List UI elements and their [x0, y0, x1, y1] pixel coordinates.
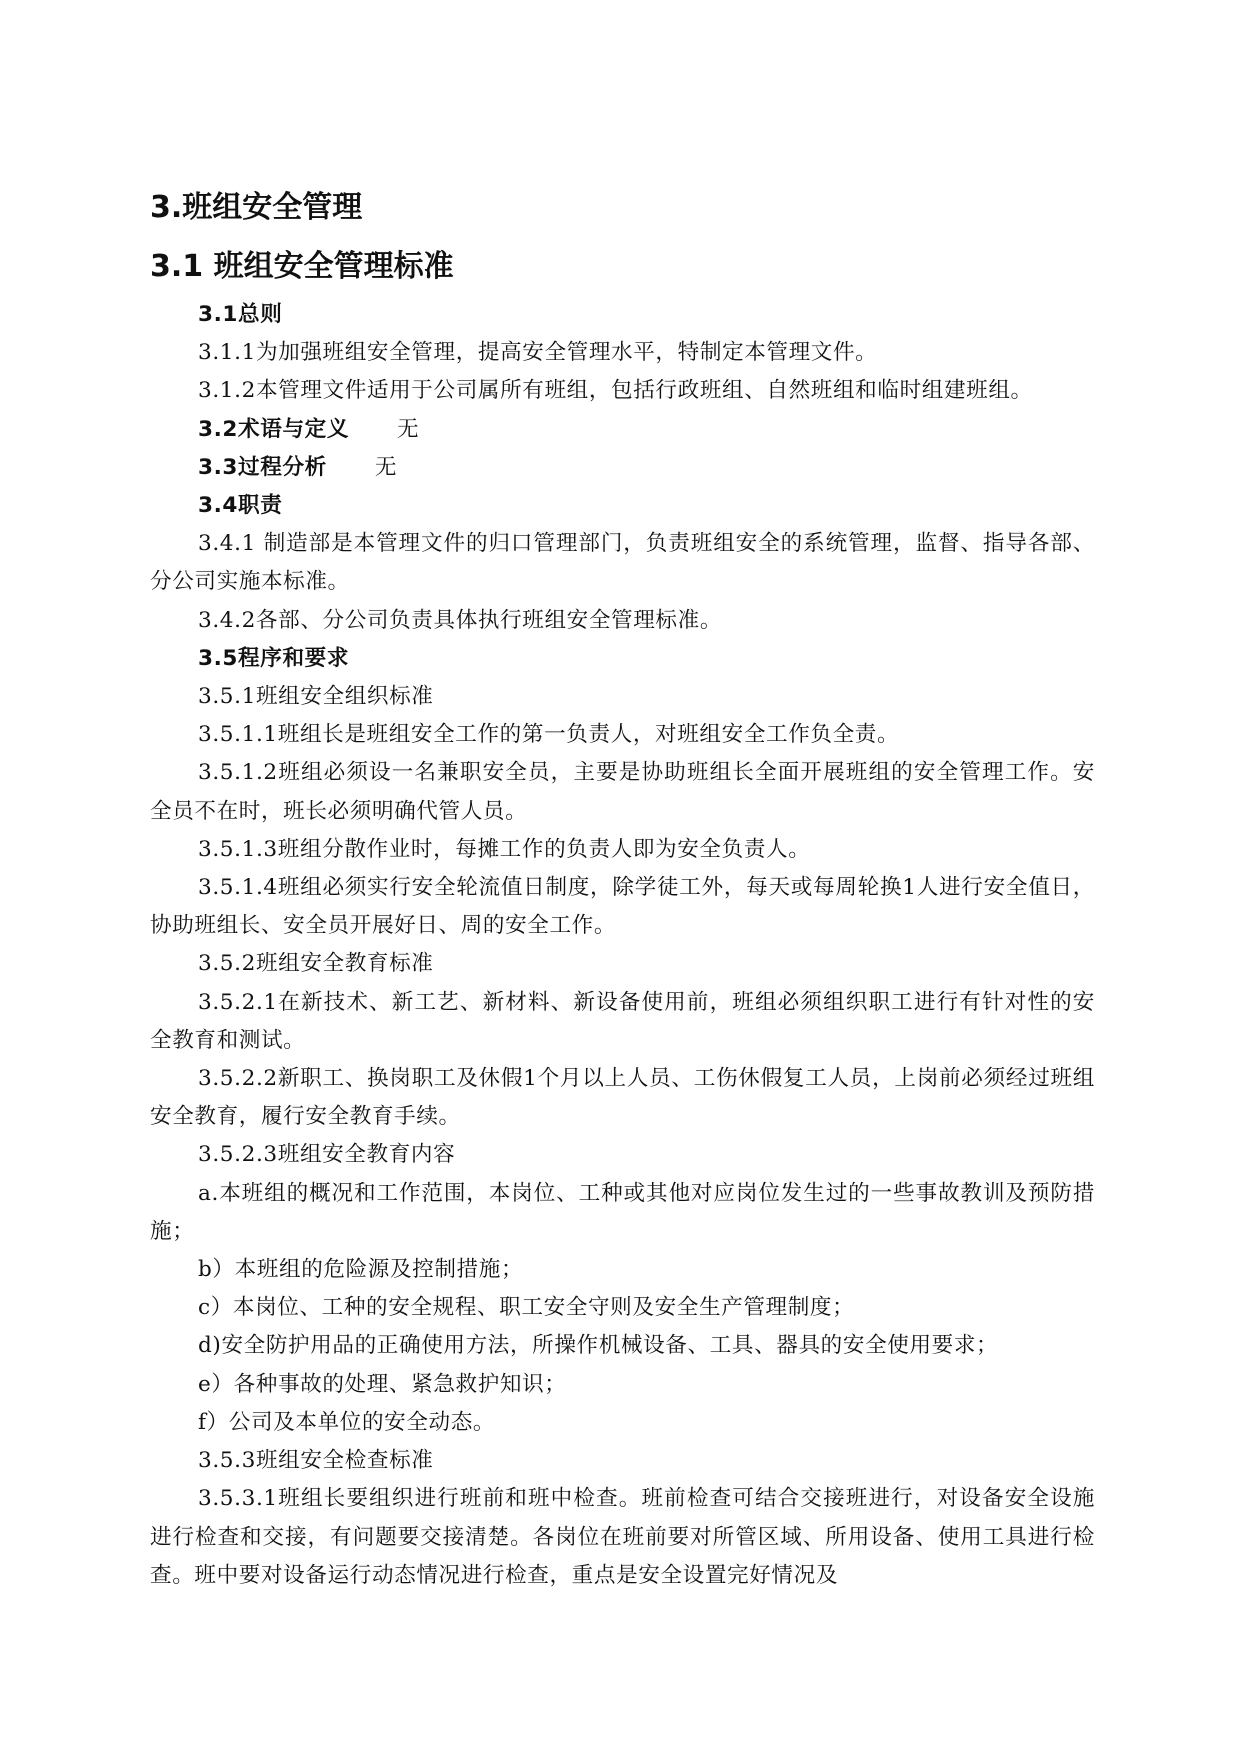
paragraph: 3.1.1为加强班组安全管理，提高安全管理水平，特制定本管理文件。: [198, 340, 878, 366]
list-item: f）公司及本单位的安全动态。: [198, 1409, 496, 1435]
subsection-heading-procedure: 3.5程序和要求: [198, 645, 350, 671]
process-value: 无: [374, 454, 398, 480]
list-item: c）本岗位、工种的安全规程、职工安全守则及安全生产管理制度；: [198, 1295, 855, 1321]
paragraph: 3.5.2.3班组安全教育内容: [198, 1142, 456, 1168]
paragraph: 3.5.3.1班组长要组织进行班前和班中检查。班前检查可结合交接班进行，对设备安全设施进行检查和交接，有问题要交接清楚。各岗位在班前要对所管区域、所用设备、使用工具进行检查。班中要对设备运行动态情况进行检查，重点是安全设置完好情况及: [150, 1486, 1095, 1588]
paragraph: 3.5.1.1班组长是班组安全工作的第一负责人，对班组安全工作负全责。: [198, 722, 900, 748]
subsection-heading-general: 3.1总则: [198, 302, 283, 327]
subsection-heading-terms: 3.2术语与定义: [198, 416, 350, 442]
paragraph: 3.5.1班组安全组织标准: [198, 684, 434, 710]
subsection-terms-row: [150, 411, 1095, 449]
list-item: d)安全防护用品的正确使用方法，所操作机械设备、工具、器具的安全使用要求；: [198, 1333, 999, 1359]
list-item: e）各种事故的处理、紧急救护知识；: [198, 1371, 567, 1397]
subsection-heading-duties: 3.4职责: [198, 493, 283, 519]
paragraph: 3.5.2.1在新技术、新工艺、新材料、新设备使用前，班组必须组织职工进行有针对性的安全教育和测试。: [150, 989, 1095, 1053]
terms-value: 无: [397, 416, 420, 442]
paragraph: 3.5.3班组安全检查标准: [198, 1448, 434, 1474]
list-item: b）本班组的危险源及控制措施；: [198, 1257, 524, 1283]
document-body: [150, 296, 1095, 1595]
chapter-heading: 3.班组安全管理: [150, 190, 363, 225]
paragraph: 3.4.2各部、分公司负责具体执行班组安全管理标准。: [198, 607, 723, 633]
paragraph: 3.5.2班组安全教育标准: [198, 951, 434, 977]
paragraph: 3.5.1.3班组分散作业时，每摊工作的负责人即为安全负责人。: [198, 836, 811, 862]
subsection-process-row: [150, 449, 1095, 487]
subsection-heading-process: 3.3过程分析: [198, 454, 327, 480]
paragraph: 3.4.1 制造部是本管理文件的归口管理部门，负责班组安全的系统管理，监督、指导各部、分公司实施本标准。: [150, 531, 1095, 595]
paragraph: 3.5.1.4班组必须实行安全轮流值日制度，除学徒工外，每天或每周轮换1人进行安全值日，协助班组长、安全员开展好日、周的安全工作。: [150, 875, 1095, 939]
paragraph: 3.5.1.2班组必须设一名兼职安全员，主要是协助班组长全面开展班组的安全管理工作。安全员不在时，班长必须明确代管人员。: [150, 760, 1095, 824]
list-item: a.本班组的概况和工作范围，本岗位、工种或其他对应岗位发生过的一些事故教训及预防措施；: [150, 1180, 1095, 1244]
section-heading: 3.1 班组安全管理标准: [150, 249, 454, 284]
paragraph: 3.1.2本管理文件适用于公司属所有班组，包括行政班组、自然班组和临时组建班组。: [198, 378, 1033, 404]
paragraph: 3.5.2.2新职工、换岗职工及休假1个月以上人员、工伤休假复工人员，上岗前必须经过班组安全教育，履行安全教育手续。: [150, 1066, 1095, 1130]
